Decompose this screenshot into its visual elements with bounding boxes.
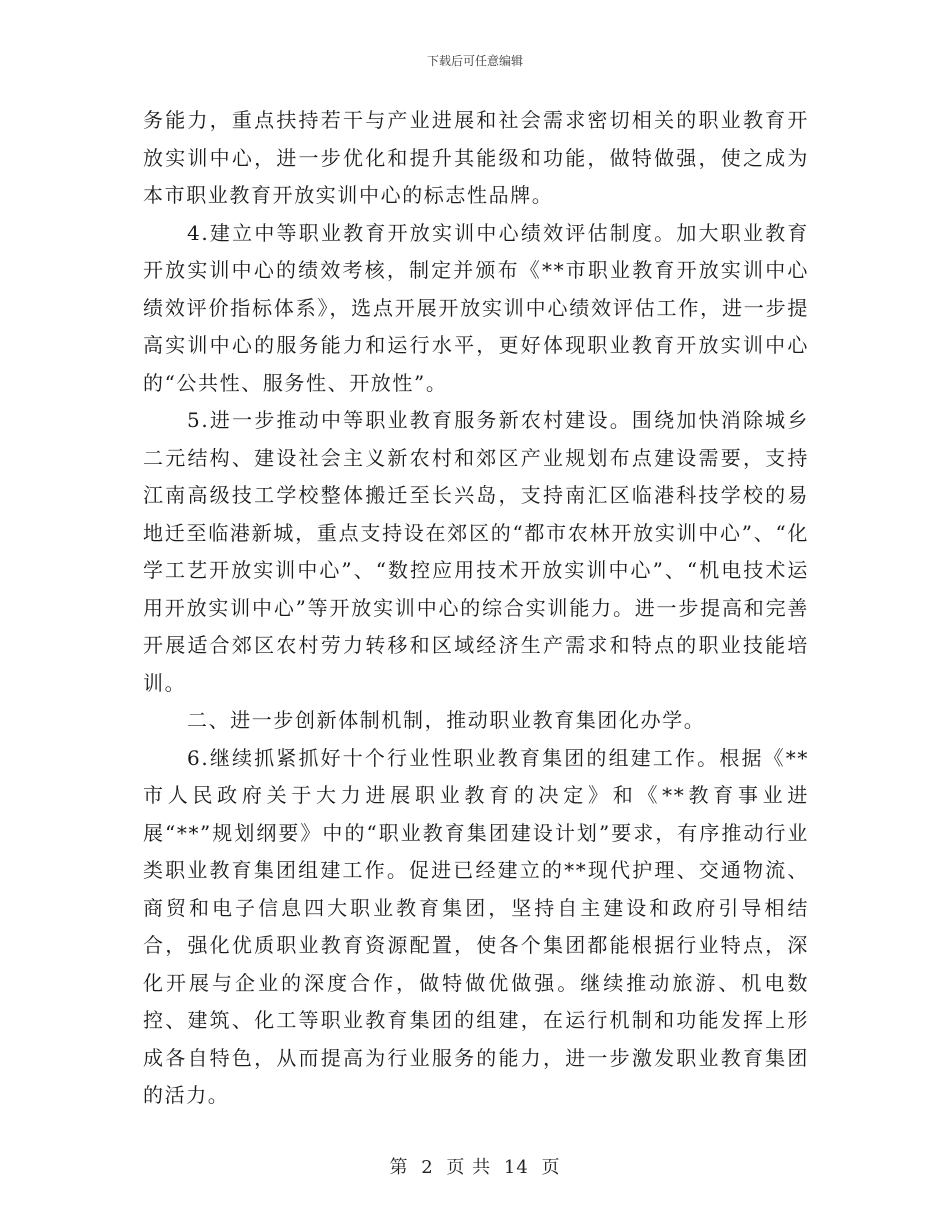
paragraph-continuation: 务能力，重点扶持若干与产业进展和社会需求密切相关的职业教育开放实训中心，进一步优化和提升其能级和功能，做特做强，使之成为本市职业教育开放实训中心的标志性品牌。 (143, 108, 809, 207)
page-header-note: 下载后可任意编辑 (426, 54, 523, 68)
paragraph-item-6: 6.继续抓紧抓好十个行业性职业教育集团的组建工作。根据《**市人民政府关于大力进展职业教育的决定》和《**教育事业进展“**”规划纲要》中的“职业教育集团建设计划”要求，有序推动行业类职业教育集团组建工作。促进已经建立的**现代护理、交通物流、商贸和电子信息四大职业教育集团，坚持自主建设和政府引导相结合，强化优质职业教育资源配置，使各个集团都能根据行业特点，深化开展与企业的深度合作，做特做优做强。继续推动旅游、机电数控、建筑、化工等职业教育集团的组建，在运行机制和功能发挥上形成各自特色，从而提高为行业服务的能力，进一步激发职业教育集团的活力。 (143, 745, 809, 1107)
page-footer (0, 1153, 950, 1179)
footer-prefix: 第 (389, 1157, 409, 1178)
paragraph-item-5: 5.进一步推动中等职业教育服务新农村建设。围绕加快消除城乡二元结构、建设社会主义新农村和郊区产业规划布点建设需要，支持江南高级技工学校整体搬迁至长兴岛，支持南汇区临港科技学校的易地迁至临港新城，重点支持设在郊区的“都市农林开放实训中心”、“化学工艺开放实训中心”、“数控应用技术开放实训中心”、“机电技术运用开放实训中心”等开放实训中心的综合实训能力。进一步提高和完善开展适合郊区农村劳力转移和区域经济生产需求和特点的职业技能培训。 (143, 408, 809, 695)
document-body (143, 102, 809, 1115)
paragraph-item-4: 4.建立中等职业教育开放实训中心绩效评估制度。加大职业教育开放实训中心的绩效考核，制定并颁布《**市职业教育开放实训中心绩效评价指标体系》，选点开展开放实训中心绩效评估工作，进一步提高实训中心的服务能力和运行水平，更好体现职业教育开放实训中心的“公共性、服务性、开放性”。 (143, 220, 809, 395)
footer-suffix: 页 (541, 1157, 561, 1178)
section-heading-2: 二、进一步创新体制机制，推动职业教育集团化办学。 (187, 708, 706, 732)
footer-middle: 页 共 (446, 1157, 492, 1178)
footer-current-page: 2 (421, 1157, 434, 1178)
footer-total-pages: 14 (503, 1157, 529, 1178)
